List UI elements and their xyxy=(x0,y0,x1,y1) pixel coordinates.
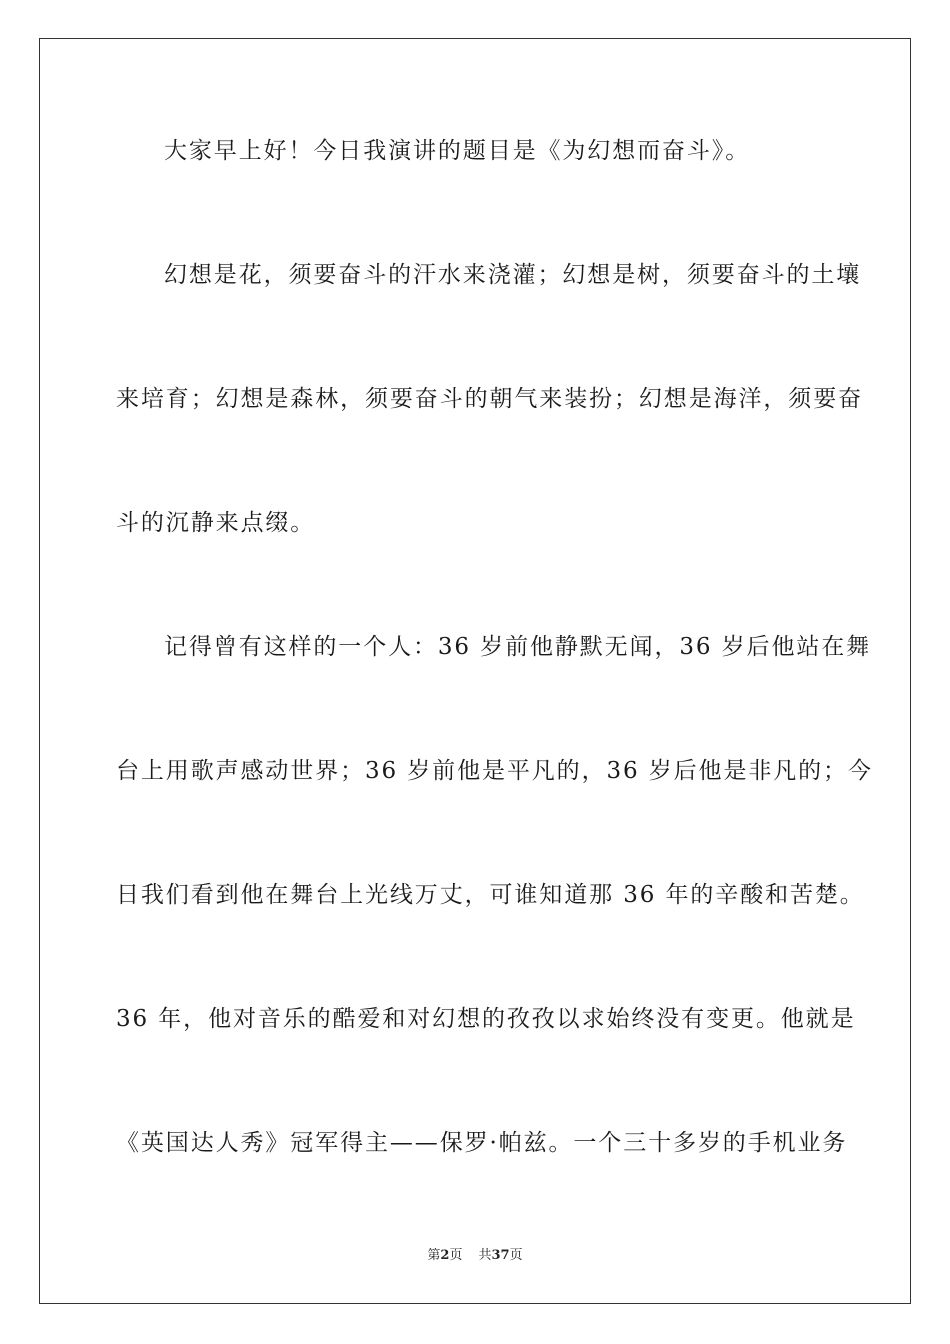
page-suffix: 页 xyxy=(449,1248,463,1263)
page-number: 2 xyxy=(440,1248,450,1263)
text-line-8: 36 年，他对音乐的酷爱和对幻想的孜孜以求始终没有变更。他就是 xyxy=(116,1006,856,1032)
text-line-2: 幻想是花，须要奋斗的汗水来浇灌；幻想是树，须要奋斗的土壤 xyxy=(164,262,862,288)
text-line-7: 日我们看到他在舞台上光线万丈，可谁知道那 36 年的辛酸和苦楚。 xyxy=(116,882,865,908)
page-footer xyxy=(0,1248,950,1264)
text-line-5: 记得曾有这样的一个人：36 岁前他静默无闻，36 岁后他站在舞 xyxy=(164,634,872,660)
total-pages: 37 xyxy=(491,1248,510,1263)
text-line-6: 台上用歌声感动世界；36 岁前他是平凡的，36 岁后他是非凡的；今 xyxy=(116,758,873,784)
text-line-4: 斗的沉静来点缀。 xyxy=(116,510,316,536)
total-prefix: 共 xyxy=(478,1248,492,1263)
text-line-3: 来培育；幻想是森林，须要奋斗的朝气来装扮；幻想是海洋，须要奋 xyxy=(116,386,863,412)
page-prefix: 第 xyxy=(427,1248,441,1263)
total-suffix: 页 xyxy=(509,1248,523,1263)
text-line-9: 《英国达人秀》冠军得主——保罗·帕兹。一个三十多岁的手机业务 xyxy=(116,1130,848,1156)
page-border xyxy=(39,38,911,1304)
text-line-1: 大家早上好！今日我演讲的题目是《为幻想而奋斗》。 xyxy=(164,138,751,164)
